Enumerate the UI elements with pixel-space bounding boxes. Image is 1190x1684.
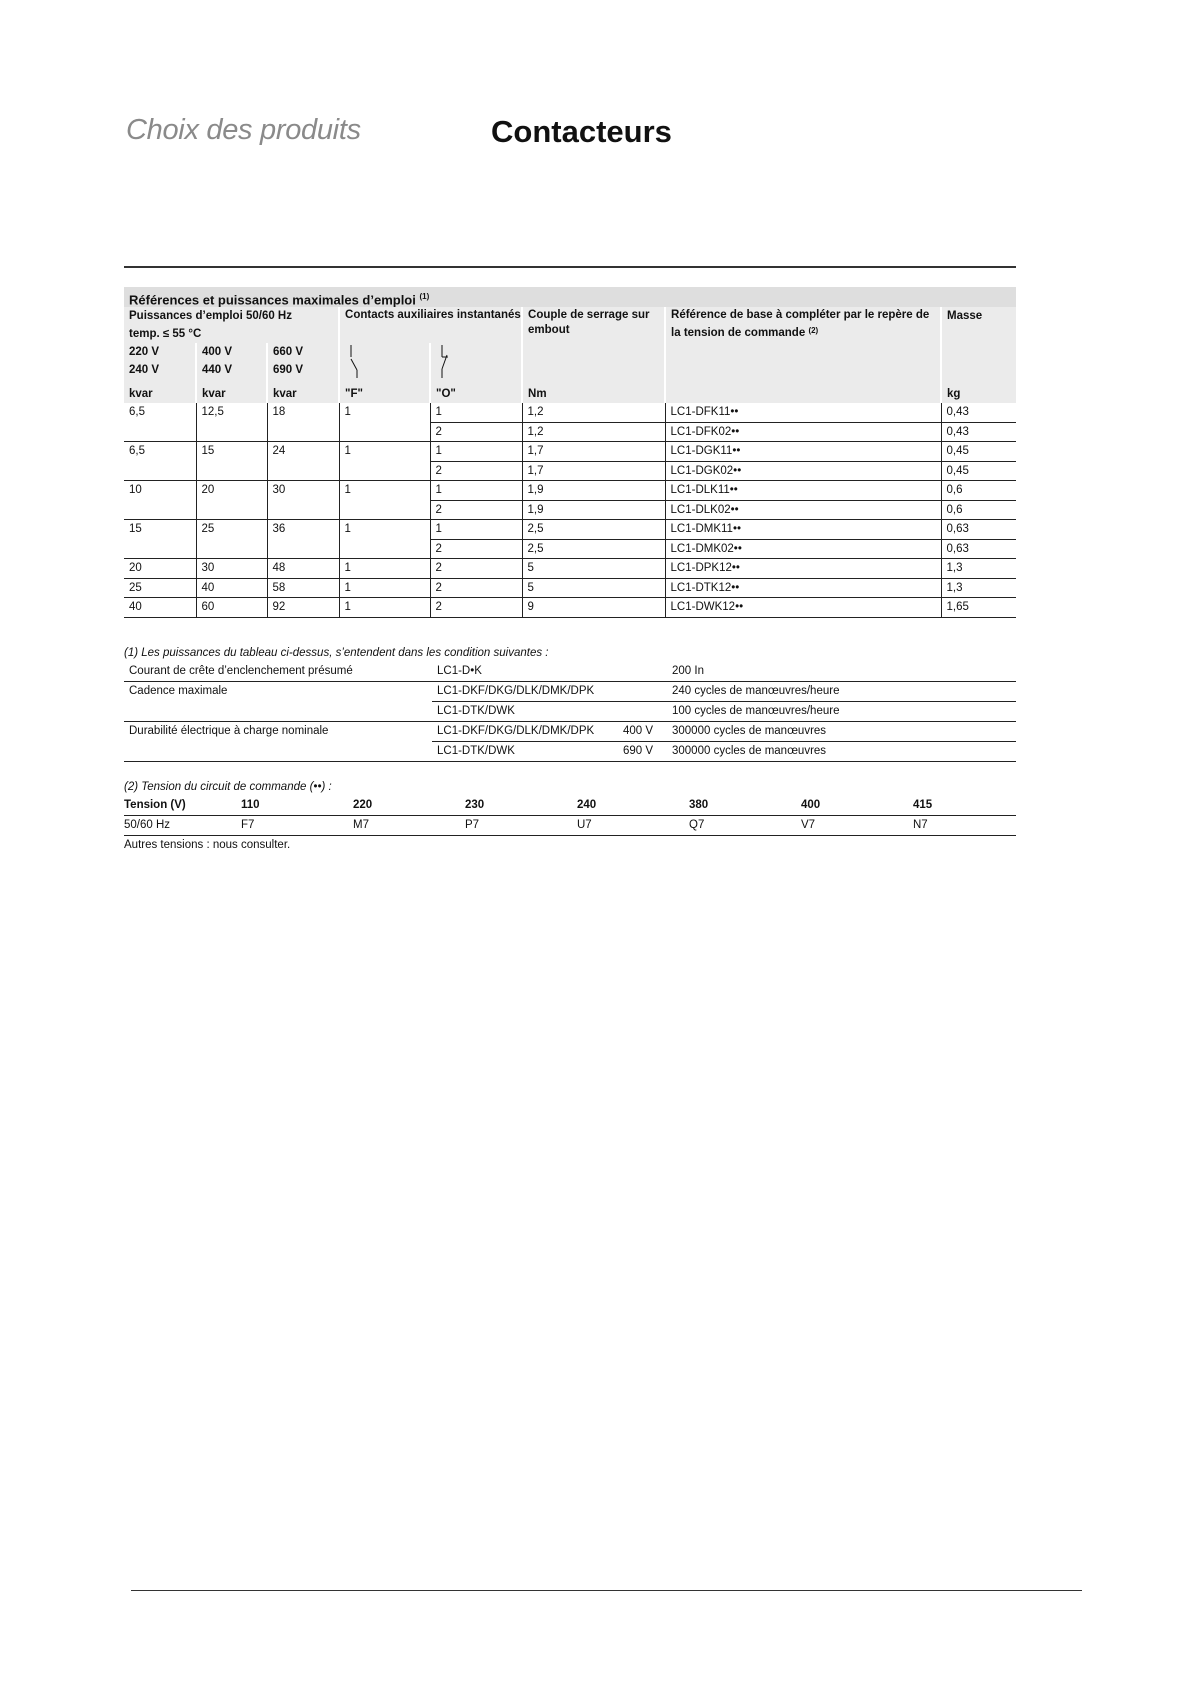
aux-f-count: 1: [339, 481, 430, 501]
footnote-2-heading: (2) Tension du circuit de commande (••) :: [124, 781, 332, 793]
unit-kvar-3: kvar: [267, 385, 339, 403]
voltage-440: 440 V: [202, 364, 233, 376]
voltage-240: 240 V: [129, 364, 160, 376]
footnote-1: [124, 644, 1016, 762]
ref-unit-spacer: [665, 385, 941, 403]
mass-value: 1,65: [941, 598, 1016, 618]
mass-value: 0,63: [941, 520, 1016, 540]
power-660-690: [267, 461, 339, 481]
mass-value: 0,45: [941, 442, 1016, 462]
torque-value: 1,9: [522, 500, 665, 520]
mass-unit: kg: [941, 385, 1016, 403]
power-220-240: 25: [124, 578, 196, 598]
voltage-660: 660 V: [273, 346, 304, 358]
mass-value: 0,6: [941, 500, 1016, 520]
normally-closed-contact-icon: [436, 343, 456, 379]
cond-durability-model-2-text: LC1-DTK/DWK: [437, 745, 515, 757]
power-220-240: [124, 422, 196, 442]
cond-inrush-model: LC1-D•K: [432, 662, 667, 682]
power-temp-header: temp. ≤ 55 °C: [124, 325, 339, 343]
power-220-240: [124, 500, 196, 520]
contact-no-symbol: [339, 343, 430, 385]
torque-value: 1,7: [522, 442, 665, 462]
torque-value: 2,5: [522, 520, 665, 540]
aux-o-count: 1: [430, 403, 522, 422]
cond-durability-model-1-text: LC1-DKF/DKG/DLK/DMK/DPK: [437, 725, 595, 737]
aux-f-label: "F": [339, 385, 430, 403]
voltage-code: P7: [465, 816, 577, 836]
reference-code: LC1-DGK11••: [665, 442, 941, 462]
aux-o-count: 1: [430, 481, 522, 501]
power-400-440: 40: [196, 578, 267, 598]
voltage-header-1: [124, 343, 196, 385]
voltage-value: 240: [577, 796, 689, 816]
power-660-690: [267, 500, 339, 520]
table-title-note: (1): [419, 292, 430, 301]
torque-header-spacer: [522, 343, 665, 385]
torque-unit: Nm: [522, 385, 665, 403]
footnote-1-heading: (1) Les puissances du tableau ci-dessus, s’entendent dans les condition suivantes :: [124, 647, 549, 659]
voltage-row-label: Tension (V): [124, 796, 241, 816]
cond-durability-label-spacer: [124, 742, 432, 762]
mass-value: 0,6: [941, 481, 1016, 501]
power-220-240: 40: [124, 598, 196, 618]
aux-o-count: 1: [430, 520, 522, 540]
voltage-value: 380: [689, 796, 801, 816]
torque-value: 5: [522, 578, 665, 598]
page-title: Contacteurs: [491, 114, 672, 149]
voltage-code: Q7: [689, 816, 801, 836]
cond-durability-label: Durabilité électrique à charge nominale: [129, 725, 329, 737]
table-row: [124, 403, 1016, 422]
mass-header-spacer: [941, 343, 1016, 385]
torque-header: Couple de serrage sur embout: [522, 307, 665, 343]
torque-value: 1,9: [522, 481, 665, 501]
cond-durability-volt-1: 400 V: [622, 725, 653, 737]
power-660-690: 58: [267, 578, 339, 598]
table-row: [124, 520, 1016, 540]
power-660-690: [267, 539, 339, 559]
cond-rate-model-2: LC1-DTK/DWK: [432, 702, 667, 722]
power-220-240: [124, 461, 196, 481]
cond-inrush-value: 200 In: [667, 662, 1016, 682]
cond-durability-value-2: 300000 cycles de manœuvres: [667, 742, 1016, 762]
reference-code: LC1-DGK02••: [665, 461, 941, 481]
cond-rate-value-1: 240 cycles de manœuvres/heure: [667, 682, 1016, 702]
cond-rate-label-spacer: [124, 702, 432, 722]
power-220-240: 10: [124, 481, 196, 501]
voltage-header-3: [267, 343, 339, 385]
table-row: [124, 500, 1016, 520]
voltage-code: V7: [801, 816, 913, 836]
table-row: [124, 481, 1016, 501]
aux-o-count: 2: [430, 578, 522, 598]
power-220-240: [124, 539, 196, 559]
aux-o-count: 2: [430, 598, 522, 618]
bottom-divider: [131, 1590, 1082, 1591]
mass-value: 1,3: [941, 559, 1016, 579]
aux-f-count: 1: [339, 520, 430, 540]
mass-value: 1,3: [941, 578, 1016, 598]
voltage-value: 400: [801, 796, 913, 816]
normally-open-contact-icon: [345, 343, 365, 379]
voltage-value: 230: [465, 796, 577, 816]
voltage-code: M7: [353, 816, 465, 836]
other-voltages-note: Autres tensions : nous consulter.: [124, 839, 291, 851]
aux-o-count: 2: [430, 539, 522, 559]
aux-o-count: 2: [430, 500, 522, 520]
reference-code: LC1-DLK11••: [665, 481, 941, 501]
power-660-690: 24: [267, 442, 339, 462]
cond-durability-model-1: [432, 722, 667, 742]
aux-o-count: 2: [430, 559, 522, 579]
voltage-value: 110: [241, 796, 353, 816]
torque-value: 1,7: [522, 461, 665, 481]
power-660-690: 48: [267, 559, 339, 579]
unit-kvar-2: kvar: [196, 385, 267, 403]
torque-value: 5: [522, 559, 665, 579]
power-400-440: 20: [196, 481, 267, 501]
power-660-690: 30: [267, 481, 339, 501]
voltage-header-2: [196, 343, 267, 385]
footnote-2: [124, 778, 1016, 854]
power-400-440: 12,5: [196, 403, 267, 422]
section-label: Choix des produits: [126, 114, 361, 146]
power-220-240: 6,5: [124, 403, 196, 422]
cond-durability-model-2: [432, 742, 667, 762]
aux-o-count: 1: [430, 442, 522, 462]
power-400-440: [196, 500, 267, 520]
voltage-value: 220: [353, 796, 465, 816]
power-400-440: 60: [196, 598, 267, 618]
aux-f-count: 1: [339, 578, 430, 598]
mass-value: 0,43: [941, 422, 1016, 442]
ref-header-note: (2): [808, 326, 819, 335]
cond-rate-label: Cadence maximale: [129, 685, 228, 697]
power-400-440: 25: [196, 520, 267, 540]
torque-value: 1,2: [522, 422, 665, 442]
power-400-440: 15: [196, 442, 267, 462]
voltage-value: 415: [913, 796, 1016, 816]
conditions-table: [124, 662, 1016, 762]
ref-header-text: Référence de base à compléter par le repère de la tension de commande: [671, 309, 930, 339]
power-220-240: 20: [124, 559, 196, 579]
aux-f-count: 1: [339, 598, 430, 618]
aux-o-count: 2: [430, 422, 522, 442]
table-row: [124, 539, 1016, 559]
aux-group-header: Contacts auxiliaires instantanés: [339, 307, 522, 343]
table-title: [124, 287, 1016, 307]
aux-f-count: 1: [339, 403, 430, 422]
table-row: [124, 598, 1016, 618]
power-660-690: 36: [267, 520, 339, 540]
table-row: [124, 559, 1016, 579]
contact-nc-symbol: [430, 343, 522, 385]
power-660-690: 92: [267, 598, 339, 618]
table-row: [124, 461, 1016, 481]
power-400-440: [196, 461, 267, 481]
ref-header-spacer: [665, 343, 941, 385]
reference-code: LC1-DPK12••: [665, 559, 941, 579]
unit-kvar-1: kvar: [124, 385, 196, 403]
aux-o-count: 2: [430, 461, 522, 481]
control-voltage-table: [124, 796, 1016, 836]
aux-o-label: "O": [430, 385, 522, 403]
ref-header: [665, 307, 941, 343]
aux-f-count: [339, 461, 430, 481]
torque-value: 9: [522, 598, 665, 618]
power-400-440: 30: [196, 559, 267, 579]
reference-code: LC1-DFK11••: [665, 403, 941, 422]
power-220-240: 15: [124, 520, 196, 540]
reference-code: LC1-DMK02••: [665, 539, 941, 559]
references-table: [124, 287, 1016, 618]
power-400-440: [196, 422, 267, 442]
reference-code: LC1-DTK12••: [665, 578, 941, 598]
mass-value: 0,43: [941, 403, 1016, 422]
reference-code: LC1-DLK02••: [665, 500, 941, 520]
torque-value: 2,5: [522, 539, 665, 559]
cond-durability-volt-2: 690 V: [622, 745, 653, 757]
power-660-690: [267, 422, 339, 442]
cond-inrush-label: Courant de crête d’enclenchement présumé: [124, 662, 432, 682]
top-divider: [124, 266, 1016, 268]
aux-f-count: 1: [339, 442, 430, 462]
reference-code: LC1-DFK02••: [665, 422, 941, 442]
table-row: [124, 578, 1016, 598]
cond-rate-model-1: LC1-DKF/DKG/DLK/DMK/DPK: [432, 682, 667, 702]
voltage-code: U7: [577, 816, 689, 836]
references-body: [124, 403, 1016, 617]
voltage-code: N7: [913, 816, 1016, 836]
aux-f-count: [339, 500, 430, 520]
power-400-440: [196, 539, 267, 559]
table-row: [124, 422, 1016, 442]
voltage-690: 690 V: [273, 364, 304, 376]
power-group-header: Puissances d’emploi 50/60 Hz: [124, 307, 339, 325]
mass-value: 0,45: [941, 461, 1016, 481]
aux-f-count: [339, 422, 430, 442]
voltage-400: 400 V: [202, 346, 233, 358]
reference-code: LC1-DMK11••: [665, 520, 941, 540]
voltage-220: 220 V: [129, 346, 160, 358]
voltage-code: F7: [241, 816, 353, 836]
freq-row-label: 50/60 Hz: [124, 816, 241, 836]
aux-f-count: [339, 539, 430, 559]
references-grid: [124, 307, 1016, 618]
torque-value: 1,2: [522, 403, 665, 422]
power-220-240: 6,5: [124, 442, 196, 462]
reference-code: LC1-DWK12••: [665, 598, 941, 618]
table-row: [124, 442, 1016, 462]
cond-durability-value-1: 300000 cycles de manœuvres: [667, 722, 1016, 742]
table-title-text: Références et puissances maximales d’emploi: [129, 292, 416, 308]
cond-rate-value-2: 100 cycles de manœuvres/heure: [667, 702, 1016, 722]
mass-header: Masse: [941, 307, 1016, 343]
power-660-690: 18: [267, 403, 339, 422]
mass-value: 0,63: [941, 539, 1016, 559]
aux-f-count: 1: [339, 559, 430, 579]
